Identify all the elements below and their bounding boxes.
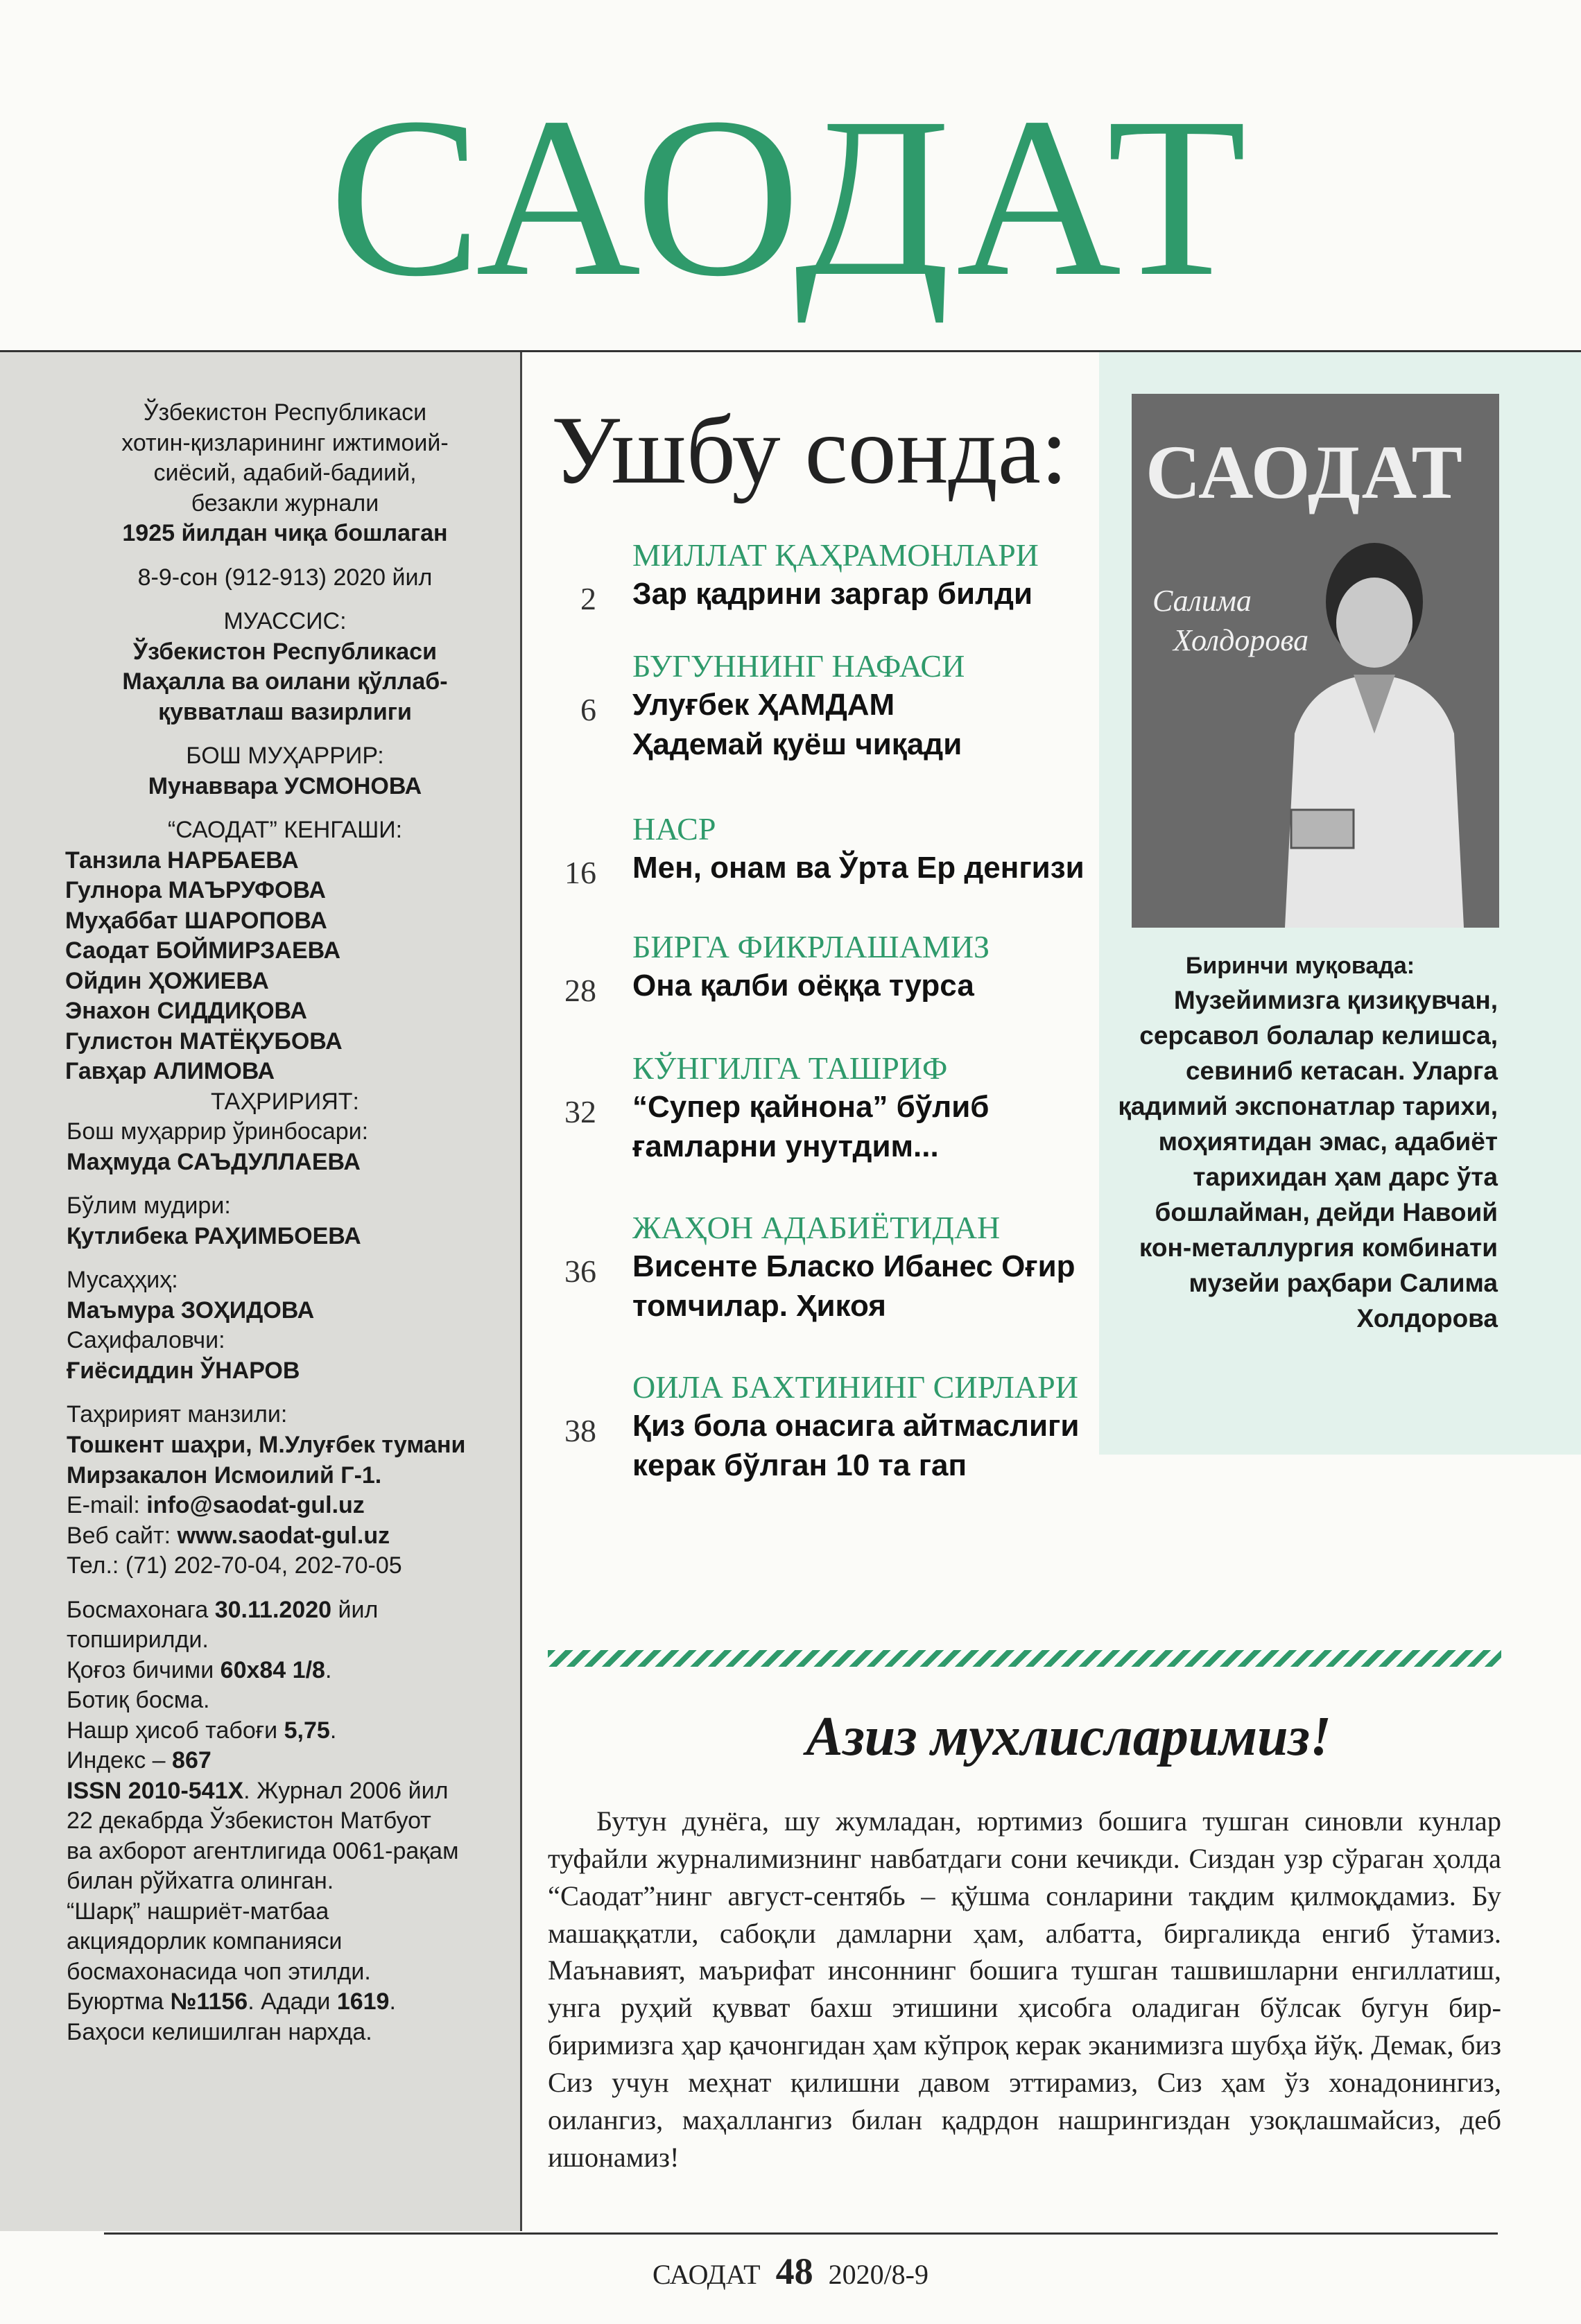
footer-issue: 2020/8-9 (828, 2259, 928, 2290)
imprint-block (67, 398, 503, 2047)
order-line: Буюртма №1156. Адади 1619. (67, 1988, 396, 2015)
toc-page-number: 28 (564, 973, 596, 1008)
founder-line: Ўзбекистон Республикаси (133, 638, 437, 665)
deputy-label: Бош муҳаррир ўринбосари: (67, 1118, 369, 1145)
imprint-since: 1925 йилдан чиқа бошлаган (122, 520, 448, 547)
bottom-divider (104, 2232, 1498, 2235)
registration-line: ва ахборот агентлигида 0061-рақам (67, 1837, 459, 1864)
website-link[interactable]: www.saodat-gul.uz (177, 1522, 390, 1549)
paper-format-line: Қоғоз бичими 60х84 1/8. (67, 1656, 332, 1683)
toc-item[interactable] (548, 811, 1116, 929)
council-member: Гулистон МАТЁҚУБОВА (65, 1027, 343, 1055)
editorial-label: ТАҲРИРИЯТ: (211, 1088, 359, 1115)
printer-line: акциядорлик компанияси (67, 1928, 343, 1955)
council-member: Гулнора МАЪРУФОВА (65, 877, 326, 904)
deputy-name: Маҳмуда САЪДУЛЛАЕВА (67, 1148, 361, 1175)
cover-logo: САОДАТ (1146, 430, 1464, 514)
phone-line: Тел.: (71) 202-70-04, 202-70-05 (67, 1552, 402, 1579)
layout-label: Саҳифаловчи: (67, 1327, 225, 1354)
page-footer (0, 2250, 1581, 2293)
toc-section: НАСР (632, 811, 716, 847)
toc-page-number: 32 (564, 1094, 596, 1129)
address-label: Таҳририят манзили: (67, 1401, 288, 1428)
print-date-line2: топширилди. (67, 1627, 209, 1654)
imprint-intro-line: сиёсий, адабий-бадиий, (153, 460, 417, 487)
toc-page-number: 16 (564, 855, 596, 890)
toc-title: Қиз бола онасига айтмаслиги керак бўлган 10 та гап (632, 1408, 1080, 1483)
toc-section: КЎНГИЛГА ТАШРИФ (632, 1050, 948, 1086)
toc-title: Она қалби оёққа турса (632, 968, 974, 1003)
council-member: Ойдин ҲОЖИЕВА (65, 967, 269, 994)
printer-line: босмахонасида чоп этилди. (67, 1958, 371, 1985)
council-member: Гавҳар АЛИМОВА (65, 1058, 275, 1085)
council-member: Муҳаббат ШАРОПОВА (65, 907, 327, 934)
price-line: Баҳоси келишилган нархда. (67, 2018, 372, 2045)
address-line: Мирзакалон Исмоилий Г-1. (67, 1462, 382, 1489)
masthead-title: САОДАТ (329, 71, 1252, 324)
dept-name: Қутлибека РАҲИМБОЕВА (67, 1222, 361, 1249)
toc-page-number: 2 (580, 581, 596, 616)
dept-label: Бўлим мудири: (67, 1193, 231, 1220)
toc-title: Висенте Бласко Ибанес Оғир томчилар. Ҳикоя (632, 1249, 1075, 1324)
contents-title: Ушбу сонда: (551, 397, 1068, 504)
imprint-intro-line: безакли журнали (191, 489, 379, 517)
greeting-body: Бутун дунёга, шу жумладан, юртимиз бошига тушган синовли кунлар туфайли журналимизнинг навбатдаги сони кечикди. Сиздан узр сўраган ҳолда “Саодат”нинг август-сентябь – қўшма сонларини тақдим қилмоқдамиз. Бу машаққатли, сабоқли дамларни ҳам, албатта, биргаликда енгиб ўтамиз. Маънавият, маърифат инсоннинг бошига тушган ташвишларни енгиллатиш, унга руҳий қувват бахш этишини ҳисобга оладиган бўлсак бугун бир-биримизга ҳар қачонгидан ҳам кўпроқ керак эканимизга шубҳа йўқ. Демак, биз Сиз учун меҳнат қилишни давом эттирамиз, Сиз ҳам ўз хонадонингиз, оилангиз, маҳаллангиз билан қадрдон нашрингиздан узоқлашмайсиз, деб ишонамиз! (548, 1805, 1501, 2173)
toc-section: ОИЛА БАХТИНИНГ СИРЛАРИ (632, 1369, 1078, 1405)
index-line: Индекс – 867 (67, 1747, 211, 1774)
footer-page-number: 48 (775, 2251, 813, 2292)
toc-item[interactable] (548, 648, 1021, 811)
toc-title: Улуғбек ҲАМДАМ Ҳадемай қуёш чиқади (632, 687, 962, 762)
footer-magazine: САОДАТ (652, 2259, 761, 2290)
address-line: Тошкент шаҳри, М.Улуғбек тумани (67, 1431, 466, 1458)
cover-caption (1103, 950, 1498, 1336)
council-member: Танзила НАРБАЕВА (65, 847, 299, 874)
email-link[interactable]: info@saodat-gul.uz (146, 1492, 365, 1519)
toc-title: Мен, онам ва Ўрта Ер денгизи (632, 850, 1085, 885)
council-member: Саодат БОЙМИРЗАЕВА (65, 937, 341, 964)
toc-title: Зар қадрини заргар билди (632, 576, 1033, 611)
web-line: Веб сайт: www.saodat-gul.uz (67, 1522, 390, 1549)
toc-page-number: 6 (580, 692, 596, 727)
toc-section: МИЛЛАТ ҚАҲРАМОНЛАРИ (632, 537, 1039, 573)
email-line: E-mail: info@saodat-gul.uz (67, 1492, 365, 1519)
imprint-intro (67, 398, 503, 846)
toc-page-number: 38 (564, 1413, 596, 1448)
toc-title: “Супер қайнона” бўлиб ғамларни унутдим... (632, 1089, 990, 1164)
greeting-title: Азиз мухлисларимиз! (806, 1706, 1331, 1767)
imprint-intro-line: Ўзбекистон Республикаси (143, 399, 427, 426)
founder-line: Маҳалла ва оилани қўллаб- (122, 668, 448, 695)
registration-line: 22 декабрда Ўзбекистон Матбуот (67, 1807, 431, 1835)
council-label: “САОДАТ” КЕНГАШИ: (167, 817, 403, 844)
decorative-stripe (548, 1650, 1501, 1667)
toc-item[interactable] (548, 1050, 1076, 1210)
offset-line: Ботиқ босма. (67, 1687, 210, 1714)
table-of-contents (548, 537, 1116, 1494)
proof-name: Маъмура ЗОҲИДОВА (67, 1297, 315, 1324)
issn-line: ISSN 2010-541X. Журнал 2006 йил (67, 1777, 449, 1804)
proof-label: Мусаҳҳиҳ: (67, 1267, 178, 1294)
toc-item[interactable] (548, 537, 1116, 648)
toc-section: БУГУННИНГ НАФАСИ (632, 648, 965, 684)
caption-text: Музейимизга қизиқувчан, серсавол болалар келишса, севиниб кетасан. Уларга қадимий экспонатлар тарихи, моҳиятидан эмас, адабиёт тарихидан ҳам дарс ўта бошлайман, дейди Навоий кон-металлургия комбинати музейи раҳбари Салима Холдорова (1118, 985, 1498, 1333)
caption-heading: Биринчи муқовада: (1185, 953, 1415, 979)
toc-page-number: 36 (564, 1254, 596, 1289)
founder-line: қувватлаш вазирлиги (158, 698, 412, 725)
cover-photo (1132, 394, 1499, 928)
toc-section: БИРГА ФИКРЛАШАМИЗ (632, 929, 990, 964)
toc-item[interactable] (548, 1210, 1090, 1369)
print-date-line: Босмахонага 30.11.2020 йил (67, 1596, 379, 1623)
toc-section: ЖАҲОН АДАБИЁТИДАН (632, 1210, 1001, 1245)
council-member: Энахон СИДДИҚОВА (65, 998, 307, 1025)
founder-label: МУАССИС: (223, 608, 347, 635)
imprint-intro-line: хотин-қизларининг ижтимоий- (121, 429, 449, 456)
printer-line: “Шарқ” нашриёт-матбаа (67, 1898, 329, 1925)
toc-item[interactable] (548, 1369, 1146, 1494)
toc-item[interactable] (548, 929, 1116, 1050)
layout-name: Ғиёсиддин ЎНАРОВ (67, 1357, 300, 1384)
chief-name: Мунаввара УСМОНОВА (148, 772, 422, 799)
imprint-issue: 8-9-сон (912-913) 2020 йил (137, 564, 433, 591)
registration-line: билан рўйхатга олинган. (67, 1868, 334, 1895)
chief-label: БОШ МУҲАРРИР: (186, 743, 384, 770)
sheets-line: Нашр ҳисоб табоғи 5,75. (67, 1717, 337, 1744)
cover-name: Салима Холдорова (1152, 584, 1309, 658)
